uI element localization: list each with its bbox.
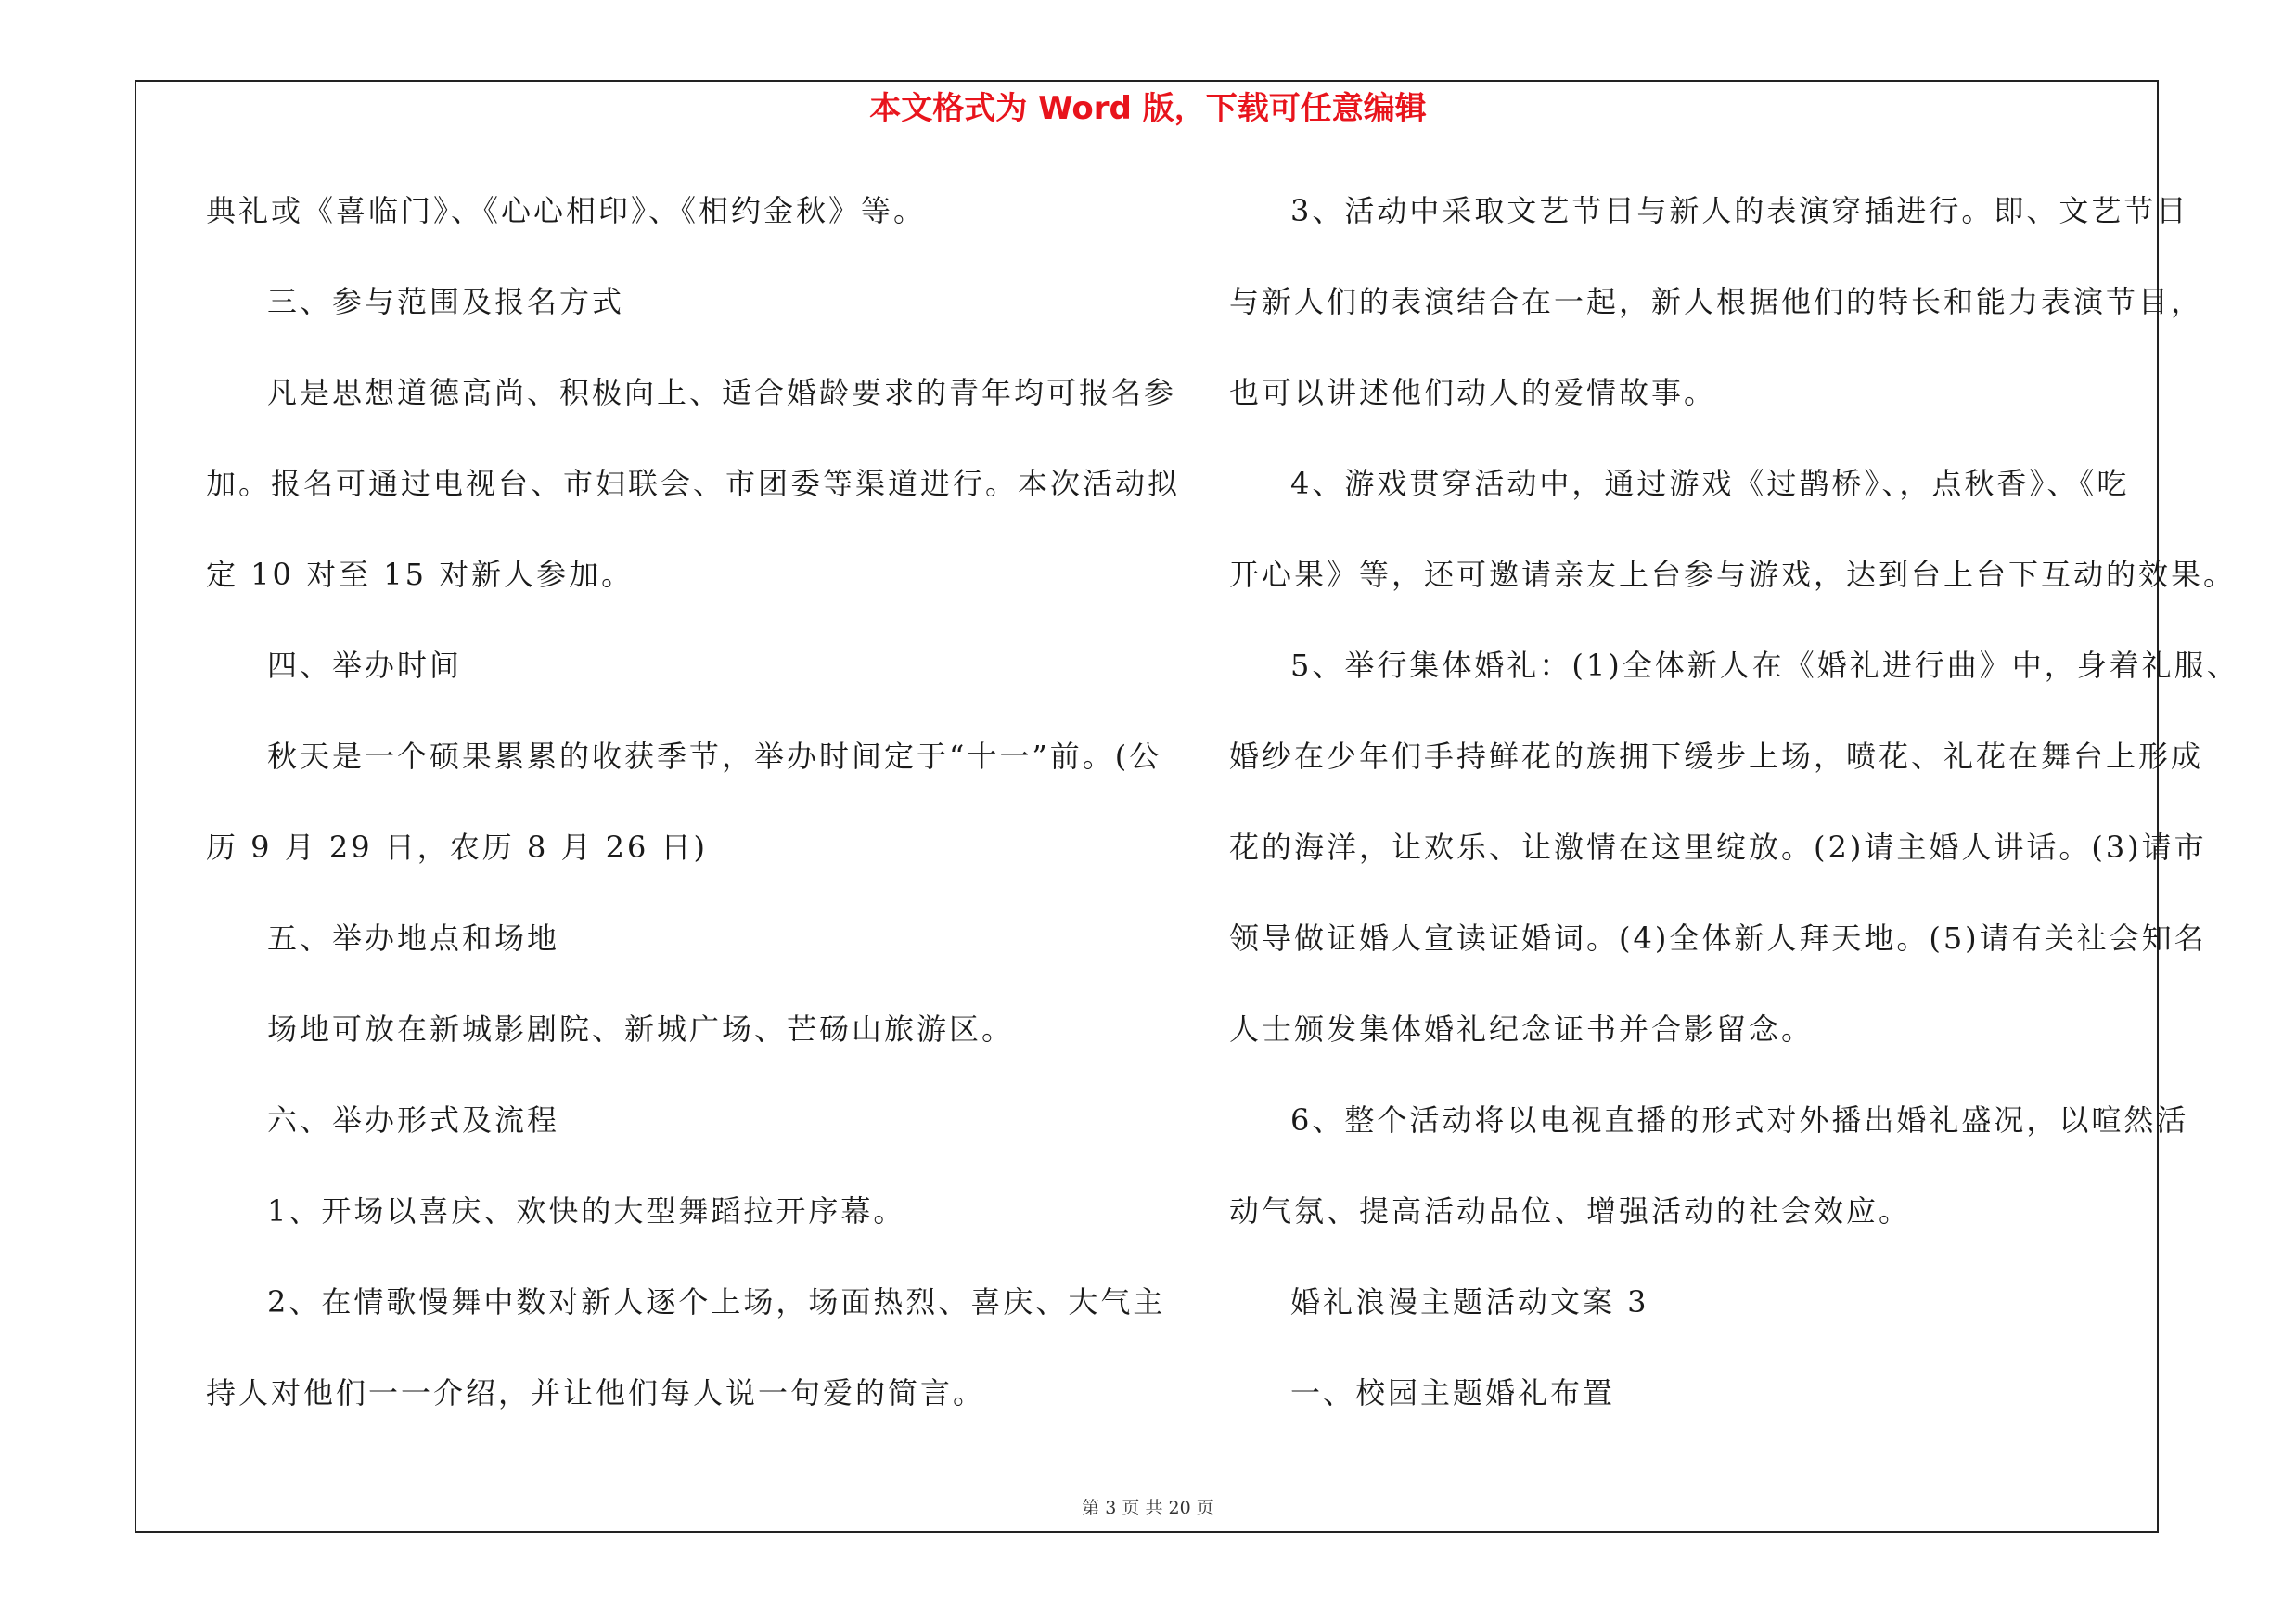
text-line: 3、活动中采取文艺节目与新人的表演穿插进行。即、文艺节目	[1290, 193, 2189, 228]
text-line: 2、在情歌慢舞中数对新人逐个上场，场面热烈、喜庆、大气主	[267, 1284, 1166, 1320]
text-line: 持人对他们一一介绍，并让他们每人说一句爱的简言。	[206, 1375, 986, 1410]
left-text-column	[206, 183, 1181, 1456]
text-line: 开心果》等，还可邀请亲友上台参与游戏，达到台上台下互动的效果。	[1229, 557, 2237, 592]
section-heading-venue: 五、举办地点和场地	[267, 921, 560, 956]
text-line: 典礼或《喜临门》、《心心相印》、《相约金秋》等。	[206, 193, 927, 228]
text-line: 花的海洋，让欢乐、让激情在这里绽放。(2)请主婚人讲话。(3)请市	[1229, 830, 2207, 865]
text-line: 1、开场以喜庆、欢快的大型舞蹈拉开序幕。	[267, 1193, 906, 1229]
text-line: 定 10 对至 15 对新人参加。	[206, 557, 635, 592]
text-line: 动气氛、提高活动品位、增强活动的社会效应。	[1229, 1193, 1912, 1229]
text-line: 领导做证婚人宣读证婚词。(4)全体新人拜天地。(5)请有关社会知名	[1229, 921, 2207, 956]
text-line: 与新人们的表演结合在一起，新人根据他们的特长和能力表演节目，	[1229, 284, 2204, 319]
text-line: 人士颁发集体婚礼纪念证书并合影留念。	[1229, 1011, 1815, 1047]
text-line: 秋天是一个硕果累累的收获季节，举办时间定于“十一”前。(公	[267, 739, 1162, 774]
section-heading-campus-decoration: 一、校园主题婚礼布置	[1290, 1375, 1616, 1410]
text-line: 场地可放在新城影剧院、新城广场、芒砀山旅游区。	[267, 1011, 1015, 1047]
section-heading-format: 六、举办形式及流程	[267, 1102, 560, 1138]
section-heading-participation: 三、参与范围及报名方式	[267, 284, 625, 319]
text-line: 历 9 月 29 日，农历 8 月 26 日)	[206, 830, 709, 865]
section-heading-time: 四、举办时间	[267, 648, 463, 683]
page-number: 第 3 页 共 20 页	[1082, 1498, 1214, 1518]
text-line: 4、游戏贯穿活动中，通过游戏《过鹊桥》、，点秋香》、《吃	[1290, 466, 2130, 501]
text-line: 加。报名可通过电视台、市妇联会、市团委等渠道进行。本次活动拟	[206, 466, 1181, 501]
text-line: 也可以讲述他们动人的爱情故事。	[1229, 375, 1717, 410]
format-banner: 本文格式为 Word 版，下载可任意编辑	[869, 90, 1427, 127]
text-line: 5、举行集体婚礼：(1)全体新人在《婚礼进行曲》中，身着礼服、	[1290, 648, 2239, 683]
right-text-column	[1229, 183, 2239, 1456]
text-line: 婚纱在少年们手持鲜花的族拥下缓步上场，喷花、礼花在舞台上形成	[1229, 739, 2204, 774]
text-line: 6、整个活动将以电视直播的形式对外播出婚礼盛况，以喧然活	[1290, 1102, 2189, 1138]
text-line: 凡是思想道德高尚、积极向上、适合婚龄要求的青年均可报名参	[267, 375, 1177, 410]
subtitle-wedding-plan-3: 婚礼浪漫主题活动文案 3	[1290, 1284, 1649, 1320]
